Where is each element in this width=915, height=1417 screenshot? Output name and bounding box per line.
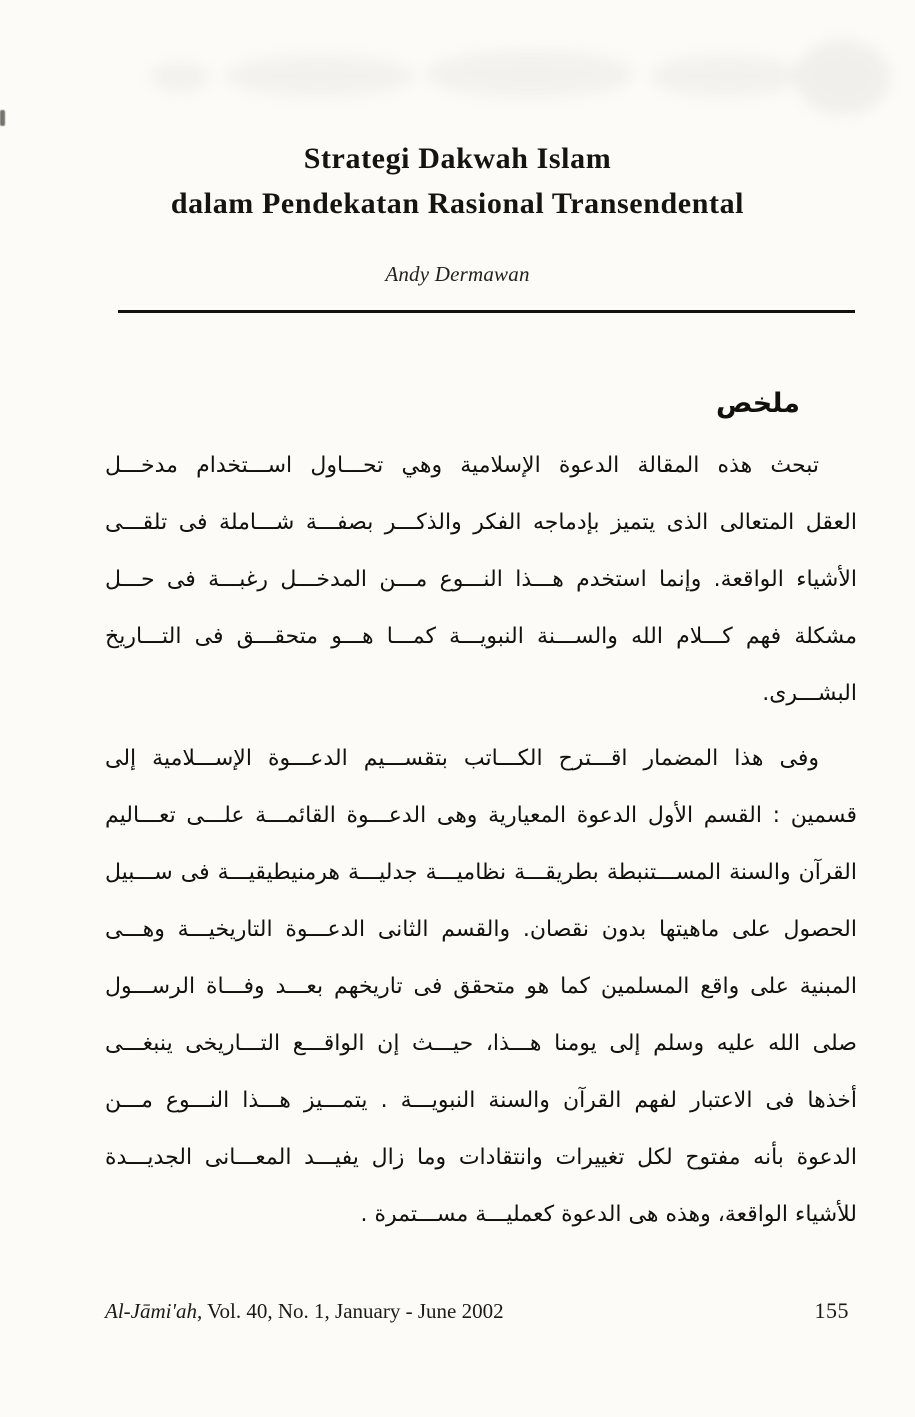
abstract-line: الحصول على ماهيتها بدون نقصان. والقسم الثانى الدعـــوة التاريخيـــة وهـــى [105, 917, 857, 942]
horizontal-rule [118, 310, 855, 313]
abstract-line: القرآن والسنة المســـتنبطة بطريقـــة نظاميـــة جدليـــة هرمنيطيقيـــة فى ســـبيل [105, 860, 857, 885]
article-title-line2: dalam Pendekatan Rasional Transendental [170, 187, 745, 220]
article-title-line1: Strategi Dakwah Islam [303, 142, 612, 175]
journal-issue-info: Vol. 40, No. 1, January - June 2002 [207, 1299, 504, 1323]
journal-name: Al-Jāmi'ah, [105, 1299, 203, 1323]
abstract-line: وفى هذا المضمار اقـــترح الكـــاتب بتقســـيم الدعـــوة الإســـلامية إلى [105, 746, 819, 771]
abstract-line: تبحث هذه المقالة الدعوة الإسلامية وهي تحـــاول اســـتخدام مدخـــل [105, 453, 819, 478]
abstract-line: للأشياء الواقعة، وهذه هى الدعوة كعمليـــة مســـتمرة . [360, 1202, 857, 1227]
scan-speck [0, 110, 5, 126]
abstract-line: الدعوة بأنه مفتوح لكل تغييرات وانتقادات وما زال يفيـــد المعـــانى الجديـــدة [105, 1145, 857, 1170]
journal-citation [105, 1299, 504, 1324]
abstract-line: العقل المتعالى الذى يتميز بإدماجه الفكر والذكـــر بصفـــة شـــاملة فى تلقـــى [105, 510, 857, 535]
abstract-line: أخذها فى الاعتبار لفهم القرآن والسنة النبويـــة . يتمـــيز هـــذا النـــوع مـــن [105, 1088, 857, 1113]
abstract-paragraph-2 [105, 730, 857, 1243]
abstract-section [105, 379, 857, 1243]
abstract-heading: ملخص [715, 388, 800, 419]
abstract-paragraph-1 [105, 437, 857, 722]
article-title [0, 0, 915, 226]
abstract-line: صلى الله عليه وسلم إلى يومنا هـــذا، حيـــث إن الواقـــع التـــاريخى ينبغـــى [105, 1031, 857, 1056]
page-footer [105, 1298, 849, 1324]
abstract-line: المبنية على واقع المسلمين كما هو متحقق فى تاريخهم بعـــد وفـــاة الرســـول [105, 974, 857, 999]
author-name: Andy Dermawan [385, 262, 530, 286]
abstract-line: الأشياء الواقعة. وإنما استخدم هـــذا النـــوع مـــن المدخـــل رغبـــة فى حـــل [105, 567, 857, 592]
page-number: 155 [814, 1298, 849, 1323]
abstract-line: البشـــرى. [762, 681, 857, 706]
abstract-line: مشكلة فهم كـــلام الله والســـنة النبويـــة كمـــا هـــو متحقـــق فى التـــاريخ [105, 624, 857, 649]
abstract-line: قسمين : القسم الأول الدعوة المعيارية وهى الدعـــوة القائمـــة علـــى تعـــاليم [105, 803, 857, 828]
